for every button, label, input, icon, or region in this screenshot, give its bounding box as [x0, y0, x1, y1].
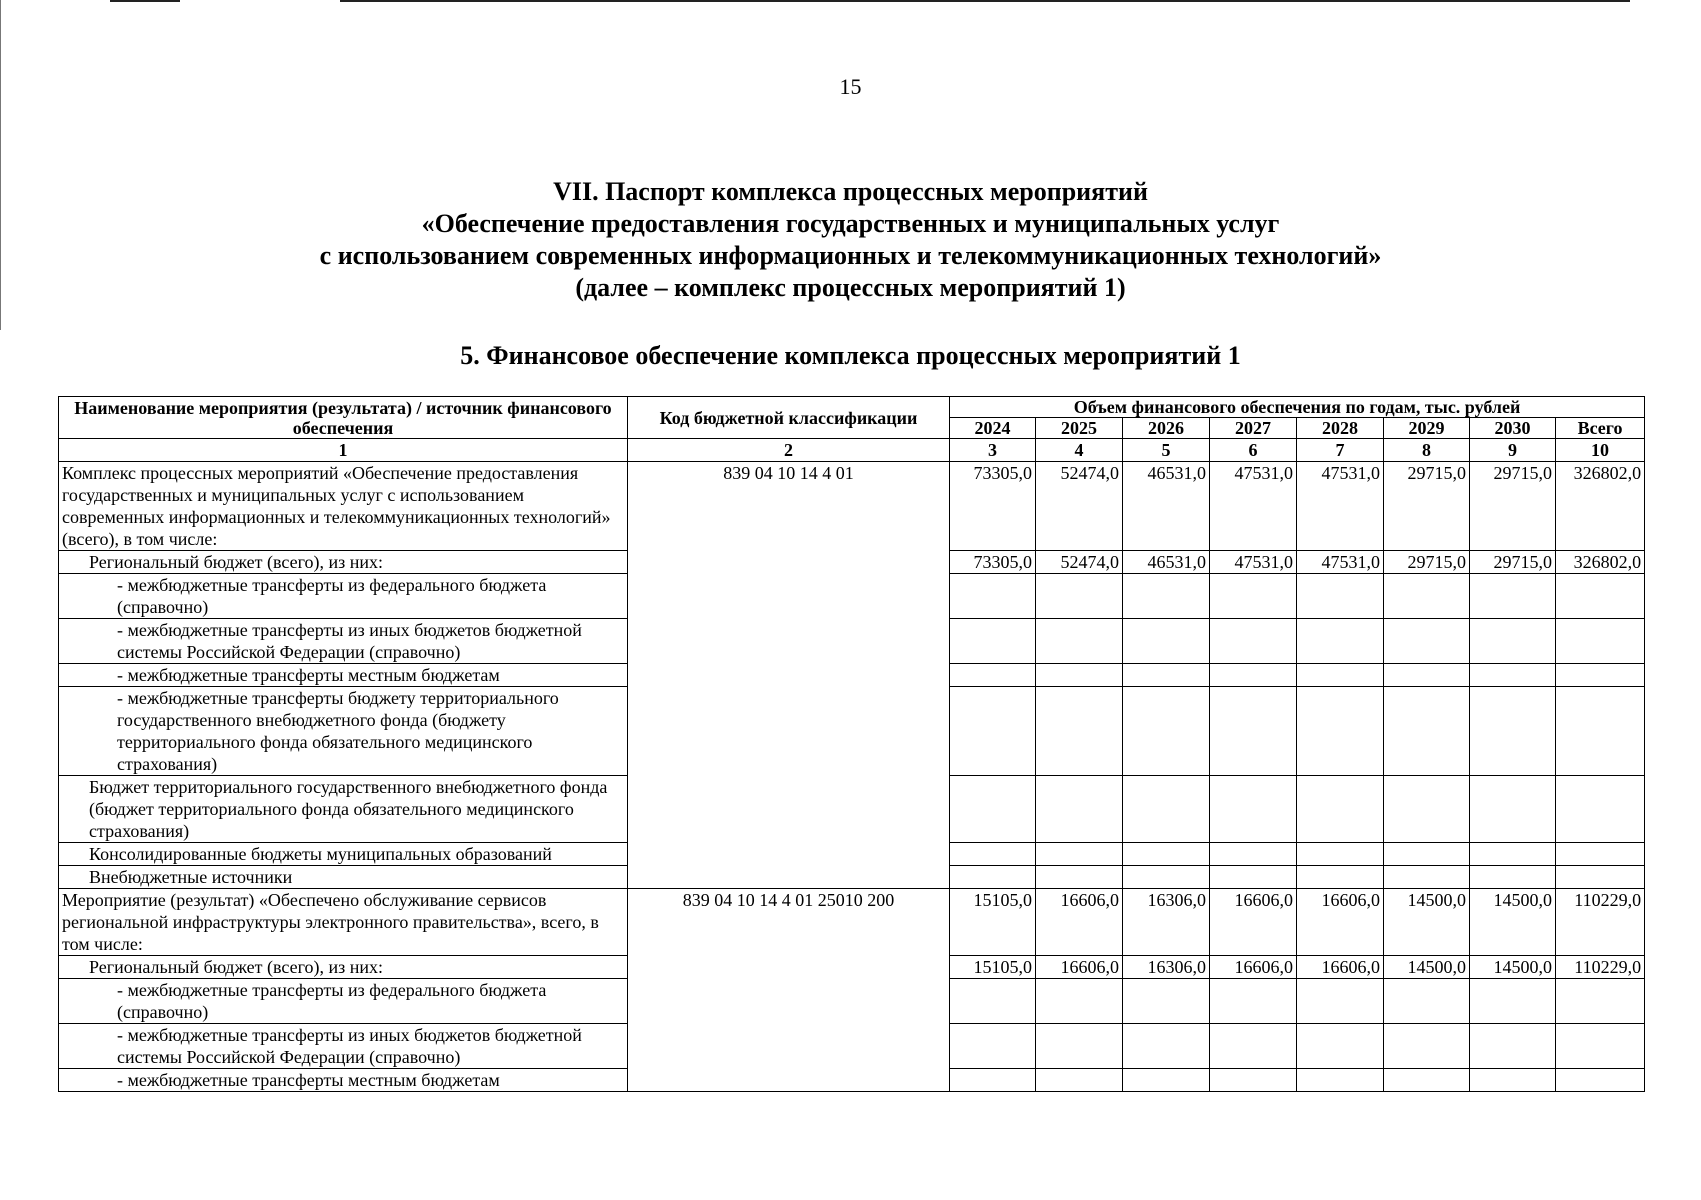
- value-cell: 29715,0: [1384, 551, 1470, 574]
- value-cell: [1036, 776, 1123, 843]
- value-cell: [1556, 664, 1645, 687]
- value-cell: 52474,0: [1036, 462, 1123, 551]
- row-label: Бюджет территориального государственного внебюджетного фонда (бюджет территориального фонда обязательного медицинского страхования): [59, 776, 628, 843]
- value-cell: 46531,0: [1123, 551, 1210, 574]
- row-label: - межбюджетные трансферты из иных бюджетов бюджетной системы Российской Федерации (справочно): [59, 619, 628, 664]
- row-label: - межбюджетные трансферты из иных бюджетов бюджетной системы Российской Федерации (справочно): [59, 1024, 628, 1069]
- heading-line: (далее – комплекс процессных мероприятий 1): [575, 273, 1126, 302]
- value-cell: 15105,0: [950, 956, 1036, 979]
- value-cell: [1384, 1069, 1470, 1092]
- header-total: Всего: [1556, 418, 1645, 439]
- value-cell: [1210, 619, 1297, 664]
- value-cell: 16606,0: [1210, 889, 1297, 956]
- row-label: - межбюджетные трансферты бюджету территориального государственного внебюджетного фонда (бюджету территориального фонда обязательного медицинского страхования): [59, 687, 628, 776]
- value-cell: [1123, 866, 1210, 889]
- value-cell: [1297, 664, 1384, 687]
- value-cell: 16606,0: [1297, 889, 1384, 956]
- header-year: 2029: [1384, 418, 1470, 439]
- table-body: [59, 462, 1645, 1092]
- value-cell: 52474,0: [1036, 551, 1123, 574]
- index-cell: 2: [628, 439, 950, 462]
- value-cell: [1036, 687, 1123, 776]
- header-year: 2028: [1297, 418, 1384, 439]
- value-cell: [1556, 776, 1645, 843]
- value-cell: 47531,0: [1297, 462, 1384, 551]
- row-label: Мероприятие (результат) «Обеспечено обслуживание сервисов региональной инфраструктуры электронного правительства», всего, в том числе:: [59, 889, 628, 956]
- value-cell: 14500,0: [1470, 889, 1556, 956]
- row-label: - межбюджетные трансферты из федерального бюджета (справочно): [59, 979, 628, 1024]
- index-cell: 1: [59, 439, 628, 462]
- value-cell: [1556, 979, 1645, 1024]
- value-cell: [1210, 1024, 1297, 1069]
- value-cell: 110229,0: [1556, 889, 1645, 956]
- value-cell: [1210, 664, 1297, 687]
- index-cell: 9: [1470, 439, 1556, 462]
- value-cell: [1297, 1069, 1384, 1092]
- value-cell: [950, 687, 1036, 776]
- budget-code: 839 04 10 14 4 01: [628, 462, 950, 889]
- heading-line: VII. Паспорт комплекса процессных мероприятий: [553, 177, 1148, 206]
- row-label: Региональный бюджет (всего), из них:: [59, 956, 628, 979]
- header-year: 2030: [1470, 418, 1556, 439]
- value-cell: 15105,0: [950, 889, 1036, 956]
- row-label: - межбюджетные трансферты местным бюджетам: [59, 1069, 628, 1092]
- row-label: - межбюджетные трансферты местным бюджетам: [59, 664, 628, 687]
- value-cell: 16606,0: [1210, 956, 1297, 979]
- value-cell: [1297, 574, 1384, 619]
- value-cell: [1297, 866, 1384, 889]
- value-cell: 16606,0: [1297, 956, 1384, 979]
- section-title: 5. Финансовое обеспечение комплекса процессных мероприятий 1: [460, 341, 1241, 370]
- value-cell: [1123, 574, 1210, 619]
- value-cell: [950, 619, 1036, 664]
- value-cell: [1297, 1024, 1384, 1069]
- value-cell: [1556, 687, 1645, 776]
- index-cell: 5: [1123, 439, 1210, 462]
- value-cell: [1210, 843, 1297, 866]
- value-cell: 16306,0: [1123, 889, 1210, 956]
- value-cell: [1556, 619, 1645, 664]
- table-row: [59, 462, 1645, 551]
- value-cell: 73305,0: [950, 551, 1036, 574]
- value-cell: 46531,0: [1123, 462, 1210, 551]
- value-cell: 14500,0: [1470, 956, 1556, 979]
- row-label: Комплекс процессных мероприятий «Обеспечение предоставления государственных и муниципальных услуг с использованием современных информационных и телекоммуникационных технологий» (всего), в том числе:: [59, 462, 628, 551]
- value-cell: 16606,0: [1036, 889, 1123, 956]
- value-cell: [1470, 1024, 1556, 1069]
- budget-code: 839 04 10 14 4 01 25010 200: [628, 889, 950, 1092]
- value-cell: [1036, 979, 1123, 1024]
- value-cell: [1470, 619, 1556, 664]
- value-cell: 110229,0: [1556, 956, 1645, 979]
- value-cell: [1297, 776, 1384, 843]
- value-cell: [1556, 574, 1645, 619]
- value-cell: [950, 843, 1036, 866]
- value-cell: 47531,0: [1210, 462, 1297, 551]
- value-cell: [1384, 866, 1470, 889]
- value-cell: [1123, 664, 1210, 687]
- value-cell: [1470, 1069, 1556, 1092]
- value-cell: [1210, 574, 1297, 619]
- value-cell: [1470, 687, 1556, 776]
- header-volume: Объем финансового обеспечения по годам, тыс. рублей: [950, 397, 1645, 418]
- row-label: - межбюджетные трансферты из федерального бюджета (справочно): [59, 574, 628, 619]
- value-cell: [1384, 979, 1470, 1024]
- value-cell: [1210, 979, 1297, 1024]
- header-year: 2026: [1123, 418, 1210, 439]
- value-cell: [950, 1024, 1036, 1069]
- value-cell: [1123, 687, 1210, 776]
- value-cell: [1123, 843, 1210, 866]
- table-row: [59, 889, 1645, 956]
- value-cell: [1556, 1069, 1645, 1092]
- index-cell: 3: [950, 439, 1036, 462]
- row-label: Внебюджетные источники: [59, 866, 628, 889]
- value-cell: [1036, 1024, 1123, 1069]
- value-cell: [1470, 574, 1556, 619]
- value-cell: [1123, 776, 1210, 843]
- value-cell: 29715,0: [1470, 551, 1556, 574]
- header-year: 2027: [1210, 418, 1297, 439]
- top-rule-left: [110, 0, 180, 2]
- value-cell: [1384, 619, 1470, 664]
- heading-line: с использованием современных информационных и телекоммуникационных технологий»: [319, 241, 1382, 270]
- value-cell: 14500,0: [1384, 889, 1470, 956]
- value-cell: [1470, 843, 1556, 866]
- value-cell: 73305,0: [950, 462, 1036, 551]
- value-cell: [1123, 1069, 1210, 1092]
- value-cell: [1210, 776, 1297, 843]
- header-year: 2025: [1036, 418, 1123, 439]
- value-cell: [1210, 687, 1297, 776]
- value-cell: [1384, 1024, 1470, 1069]
- value-cell: [1384, 776, 1470, 843]
- value-cell: [1123, 979, 1210, 1024]
- value-cell: 16306,0: [1123, 956, 1210, 979]
- heading-line: «Обеспечение предоставления государственных и муниципальных услуг: [421, 209, 1280, 238]
- header-code: Код бюджетной классификации: [628, 397, 950, 439]
- value-cell: [950, 574, 1036, 619]
- index-cell: 8: [1384, 439, 1470, 462]
- value-cell: [1036, 1069, 1123, 1092]
- value-cell: [1556, 866, 1645, 889]
- index-cell: 7: [1297, 439, 1384, 462]
- value-cell: 326802,0: [1556, 462, 1645, 551]
- value-cell: [1036, 574, 1123, 619]
- value-cell: [1384, 687, 1470, 776]
- value-cell: 29715,0: [1470, 462, 1556, 551]
- header-year: 2024: [950, 418, 1036, 439]
- value-cell: [1036, 619, 1123, 664]
- value-cell: [1123, 619, 1210, 664]
- value-cell: [1297, 979, 1384, 1024]
- header-name: Наименование мероприятия (результата) / источник финансового обеспечения: [59, 397, 628, 439]
- value-cell: [1556, 843, 1645, 866]
- header-row-1: [59, 397, 1645, 418]
- value-cell: 326802,0: [1556, 551, 1645, 574]
- index-cell: 6: [1210, 439, 1297, 462]
- value-cell: [1123, 1024, 1210, 1069]
- document-heading: [0, 176, 1701, 304]
- value-cell: [1470, 866, 1556, 889]
- financing-table: [58, 396, 1645, 1092]
- value-cell: [1036, 664, 1123, 687]
- index-cell: 10: [1556, 439, 1645, 462]
- value-cell: [950, 866, 1036, 889]
- value-cell: [1297, 687, 1384, 776]
- value-cell: [950, 664, 1036, 687]
- value-cell: [1384, 843, 1470, 866]
- value-cell: [1384, 664, 1470, 687]
- value-cell: [1210, 1069, 1297, 1092]
- index-row: [59, 439, 1645, 462]
- value-cell: 47531,0: [1297, 551, 1384, 574]
- top-rule-right: [340, 0, 1630, 2]
- value-cell: [1470, 979, 1556, 1024]
- value-cell: [1036, 843, 1123, 866]
- value-cell: [1210, 866, 1297, 889]
- value-cell: [1470, 776, 1556, 843]
- value-cell: 47531,0: [1210, 551, 1297, 574]
- value-cell: [1036, 866, 1123, 889]
- value-cell: [1470, 664, 1556, 687]
- value-cell: 16606,0: [1036, 956, 1123, 979]
- value-cell: [1556, 1024, 1645, 1069]
- row-label: Консолидированные бюджеты муниципальных образований: [59, 843, 628, 866]
- value-cell: [1384, 574, 1470, 619]
- row-label: Региональный бюджет (всего), из них:: [59, 551, 628, 574]
- value-cell: [950, 776, 1036, 843]
- index-cell: 4: [1036, 439, 1123, 462]
- value-cell: [1297, 843, 1384, 866]
- value-cell: [950, 1069, 1036, 1092]
- value-cell: [950, 979, 1036, 1024]
- value-cell: 29715,0: [1384, 462, 1470, 551]
- value-cell: 14500,0: [1384, 956, 1470, 979]
- value-cell: [1297, 619, 1384, 664]
- page-number: 15: [839, 74, 862, 99]
